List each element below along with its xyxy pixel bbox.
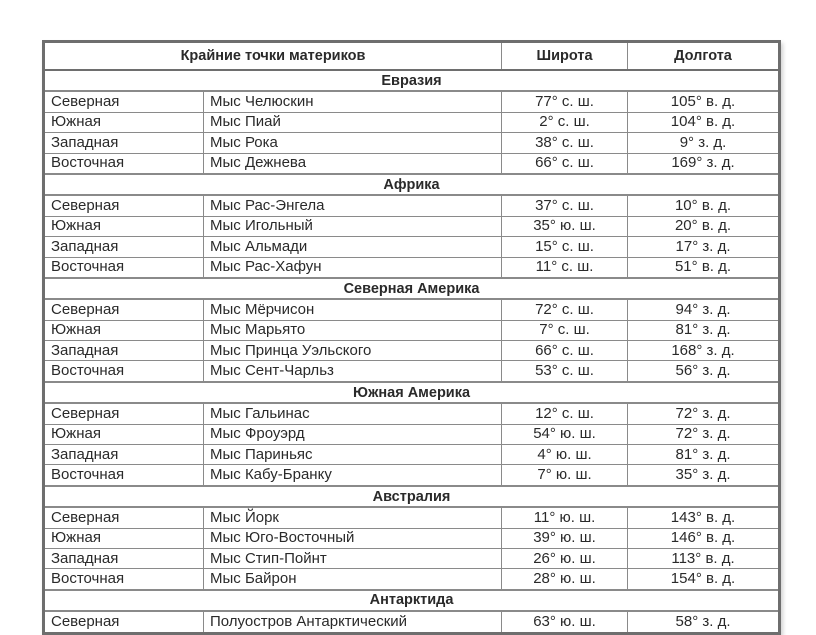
direction-cell: Восточная <box>44 361 204 382</box>
longitude-cell: 143° в. д. <box>628 507 780 528</box>
point-name-cell: Мыс Рока <box>204 133 502 153</box>
header-extreme-points: Крайние точки материков <box>44 42 502 71</box>
continent-row <box>44 174 780 195</box>
longitude-cell: 154° в. д. <box>628 569 780 590</box>
latitude-cell: 2° с. ш. <box>502 112 628 132</box>
table-row <box>44 341 780 361</box>
point-name-cell: Мыс Альмади <box>204 237 502 257</box>
longitude-cell: 56° з. д. <box>628 361 780 382</box>
continent-row <box>44 486 780 507</box>
direction-cell: Южная <box>44 424 204 444</box>
point-name-cell: Мыс Кабу-Бранку <box>204 465 502 486</box>
point-name-cell: Мыс Пиай <box>204 112 502 132</box>
direction-cell: Западная <box>44 237 204 257</box>
point-name-cell: Полуостров Антарктический <box>204 611 502 633</box>
table-body <box>44 70 780 633</box>
longitude-cell: 104° в. д. <box>628 112 780 132</box>
table-row <box>44 237 780 257</box>
point-name-cell: Мыс Марьято <box>204 320 502 340</box>
latitude-cell: 54° ю. ш. <box>502 424 628 444</box>
point-name-cell: Мыс Челюскин <box>204 91 502 112</box>
latitude-cell: 35° ю. ш. <box>502 216 628 236</box>
direction-cell: Северная <box>44 195 204 216</box>
point-name-cell: Мыс Игольный <box>204 216 502 236</box>
longitude-cell: 17° з. д. <box>628 237 780 257</box>
point-name-cell: Мыс Рас-Хафун <box>204 257 502 278</box>
latitude-cell: 37° с. ш. <box>502 195 628 216</box>
direction-cell: Западная <box>44 133 204 153</box>
latitude-cell: 12° с. ш. <box>502 403 628 424</box>
table-row <box>44 112 780 132</box>
point-name-cell: Мыс Дежнева <box>204 153 502 174</box>
direction-cell: Западная <box>44 341 204 361</box>
longitude-cell: 20° в. д. <box>628 216 780 236</box>
direction-cell: Северная <box>44 611 204 633</box>
longitude-cell: 146° в. д. <box>628 528 780 548</box>
header-longitude: Долгота <box>628 42 780 71</box>
table-row <box>44 361 780 382</box>
table-row <box>44 611 780 633</box>
table-row <box>44 91 780 112</box>
direction-cell: Южная <box>44 528 204 548</box>
longitude-cell: 10° в. д. <box>628 195 780 216</box>
direction-cell: Восточная <box>44 465 204 486</box>
point-name-cell: Мыс Юго-Восточный <box>204 528 502 548</box>
continent-name: Южная Америка <box>44 382 780 403</box>
longitude-cell: 72° з. д. <box>628 424 780 444</box>
table-row <box>44 153 780 174</box>
table-row <box>44 569 780 590</box>
point-name-cell: Мыс Сент-Чарльз <box>204 361 502 382</box>
latitude-cell: 38° с. ш. <box>502 133 628 153</box>
latitude-cell: 77° с. ш. <box>502 91 628 112</box>
header-latitude: Широта <box>502 42 628 71</box>
table-row <box>44 320 780 340</box>
point-name-cell: Мыс Мёрчисон <box>204 299 502 320</box>
longitude-cell: 58° з. д. <box>628 611 780 633</box>
continent-name: Антарктида <box>44 590 780 611</box>
continent-name: Северная Америка <box>44 278 780 299</box>
point-name-cell: Мыс Париньяс <box>204 445 502 465</box>
latitude-cell: 15° с. ш. <box>502 237 628 257</box>
continent-row <box>44 278 780 299</box>
longitude-cell: 168° з. д. <box>628 341 780 361</box>
point-name-cell: Мыс Байрон <box>204 569 502 590</box>
direction-cell: Западная <box>44 548 204 568</box>
longitude-cell: 94° з. д. <box>628 299 780 320</box>
table-row <box>44 465 780 486</box>
direction-cell: Восточная <box>44 257 204 278</box>
table-row <box>44 424 780 444</box>
latitude-cell: 53° с. ш. <box>502 361 628 382</box>
point-name-cell: Мыс Йорк <box>204 507 502 528</box>
latitude-cell: 28° ю. ш. <box>502 569 628 590</box>
table-row <box>44 216 780 236</box>
longitude-cell: 72° з. д. <box>628 403 780 424</box>
direction-cell: Северная <box>44 403 204 424</box>
latitude-cell: 7° ю. ш. <box>502 465 628 486</box>
latitude-cell: 63° ю. ш. <box>502 611 628 633</box>
direction-cell: Западная <box>44 445 204 465</box>
point-name-cell: Мыс Рас-Энгела <box>204 195 502 216</box>
latitude-cell: 11° ю. ш. <box>502 507 628 528</box>
direction-cell: Южная <box>44 112 204 132</box>
table-row <box>44 548 780 568</box>
direction-cell: Восточная <box>44 153 204 174</box>
continent-name: Африка <box>44 174 780 195</box>
latitude-cell: 39° ю. ш. <box>502 528 628 548</box>
latitude-cell: 26° ю. ш. <box>502 548 628 568</box>
continent-row <box>44 70 780 91</box>
direction-cell: Северная <box>44 299 204 320</box>
longitude-cell: 9° з. д. <box>628 133 780 153</box>
point-name-cell: Мыс Стип-Пойнт <box>204 548 502 568</box>
direction-cell: Восточная <box>44 569 204 590</box>
latitude-cell: 66° с. ш. <box>502 341 628 361</box>
longitude-cell: 169° з. д. <box>628 153 780 174</box>
continent-name: Евразия <box>44 70 780 91</box>
direction-cell: Южная <box>44 216 204 236</box>
continent-name: Австралия <box>44 486 780 507</box>
point-name-cell: Мыс Фроуэрд <box>204 424 502 444</box>
table-row <box>44 195 780 216</box>
direction-cell: Южная <box>44 320 204 340</box>
direction-cell: Северная <box>44 91 204 112</box>
longitude-cell: 113° в. д. <box>628 548 780 568</box>
longitude-cell: 81° з. д. <box>628 445 780 465</box>
continent-row <box>44 590 780 611</box>
table-row <box>44 528 780 548</box>
point-name-cell: Мыс Гальинас <box>204 403 502 424</box>
longitude-cell: 35° з. д. <box>628 465 780 486</box>
table-row <box>44 507 780 528</box>
longitude-cell: 51° в. д. <box>628 257 780 278</box>
extreme-points-table <box>42 40 781 635</box>
continent-row <box>44 382 780 403</box>
header-row <box>44 42 780 71</box>
latitude-cell: 4° ю. ш. <box>502 445 628 465</box>
table-row <box>44 445 780 465</box>
latitude-cell: 72° с. ш. <box>502 299 628 320</box>
table-row <box>44 403 780 424</box>
point-name-cell: Мыс Принца Уэльского <box>204 341 502 361</box>
latitude-cell: 66° с. ш. <box>502 153 628 174</box>
latitude-cell: 7° с. ш. <box>502 320 628 340</box>
direction-cell: Северная <box>44 507 204 528</box>
longitude-cell: 81° з. д. <box>628 320 780 340</box>
table-row <box>44 257 780 278</box>
table-row <box>44 133 780 153</box>
table-row <box>44 299 780 320</box>
latitude-cell: 11° с. ш. <box>502 257 628 278</box>
longitude-cell: 105° в. д. <box>628 91 780 112</box>
